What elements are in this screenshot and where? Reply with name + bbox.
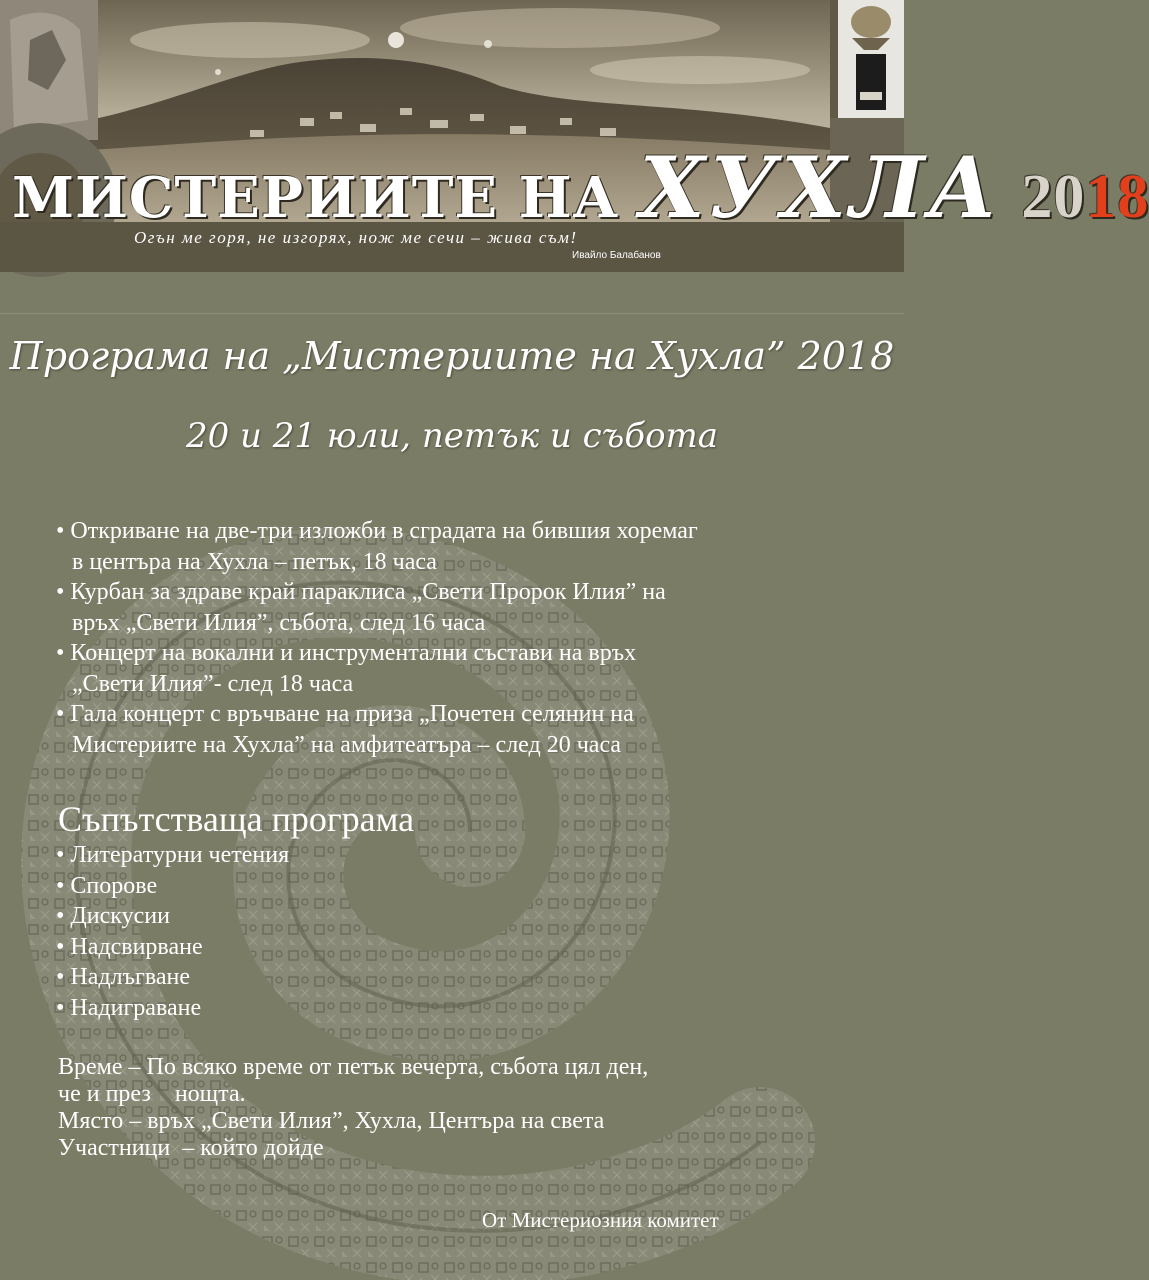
main-title: МИСТЕРИИТЕ НА ХУХЛА 2018 [12,138,1149,237]
list-item: • Надлъгване [56,964,190,990]
signature: От Мистериозния комитет [482,1208,719,1232]
time-info-continued: че и през нощта. [58,1081,246,1107]
list-item: • Дискусии [56,903,170,929]
list-item: • Гала концерт с връчване на приза „Почетен селянин на Мистериите на Хухла” на амфитеатъра – след 20 часа [56,701,634,758]
list-item: • Надиграване [56,994,202,1021]
info-block [58,1054,648,1162]
list-item: • Литературни четения [56,842,290,868]
program-dates: 20 и 21 юли, петък и събота [185,416,719,456]
title-village: ХУХЛА [639,138,1001,237]
participants-info: Участници – който дойде [58,1135,324,1161]
time-info: Време – По всяко време от петък вечерта, събота цял ден, [58,1054,649,1080]
place-info: Място – връх „Свети Илия”, Хухла, Центъра на света [58,1108,605,1134]
events-list [56,516,896,760]
list-item: • Спорове [56,872,158,899]
list-item: • Концерт на вокални и инструментални състави на връх „Свети Илия”- след 18 часа [56,640,637,697]
motto-author: Ивайло Балабанов [572,250,661,261]
motto: Огън ме горя, не изгорях, нож ме сечи – жива съм! [134,228,578,247]
list-item: • Курбан за здраве край параклиса „Свети Пророк Илия” на връх „Свети Илия”, събота, след 16 часа [56,579,666,636]
side-program-title: Съпътстваща програма [58,799,415,839]
side-program-list [56,840,289,1023]
list-item: • Надсвирване [56,933,203,960]
title-year-first: 20 [1021,163,1086,231]
title-year-second: 18 [1085,163,1149,231]
list-item: • Откриване на две-три изложби в сградата на бившия хоремаг в центъра на Хухла – петък, 18 часа [56,518,698,575]
program-title: Програма на „Мистериите на Хухла” 2018 [9,334,895,378]
